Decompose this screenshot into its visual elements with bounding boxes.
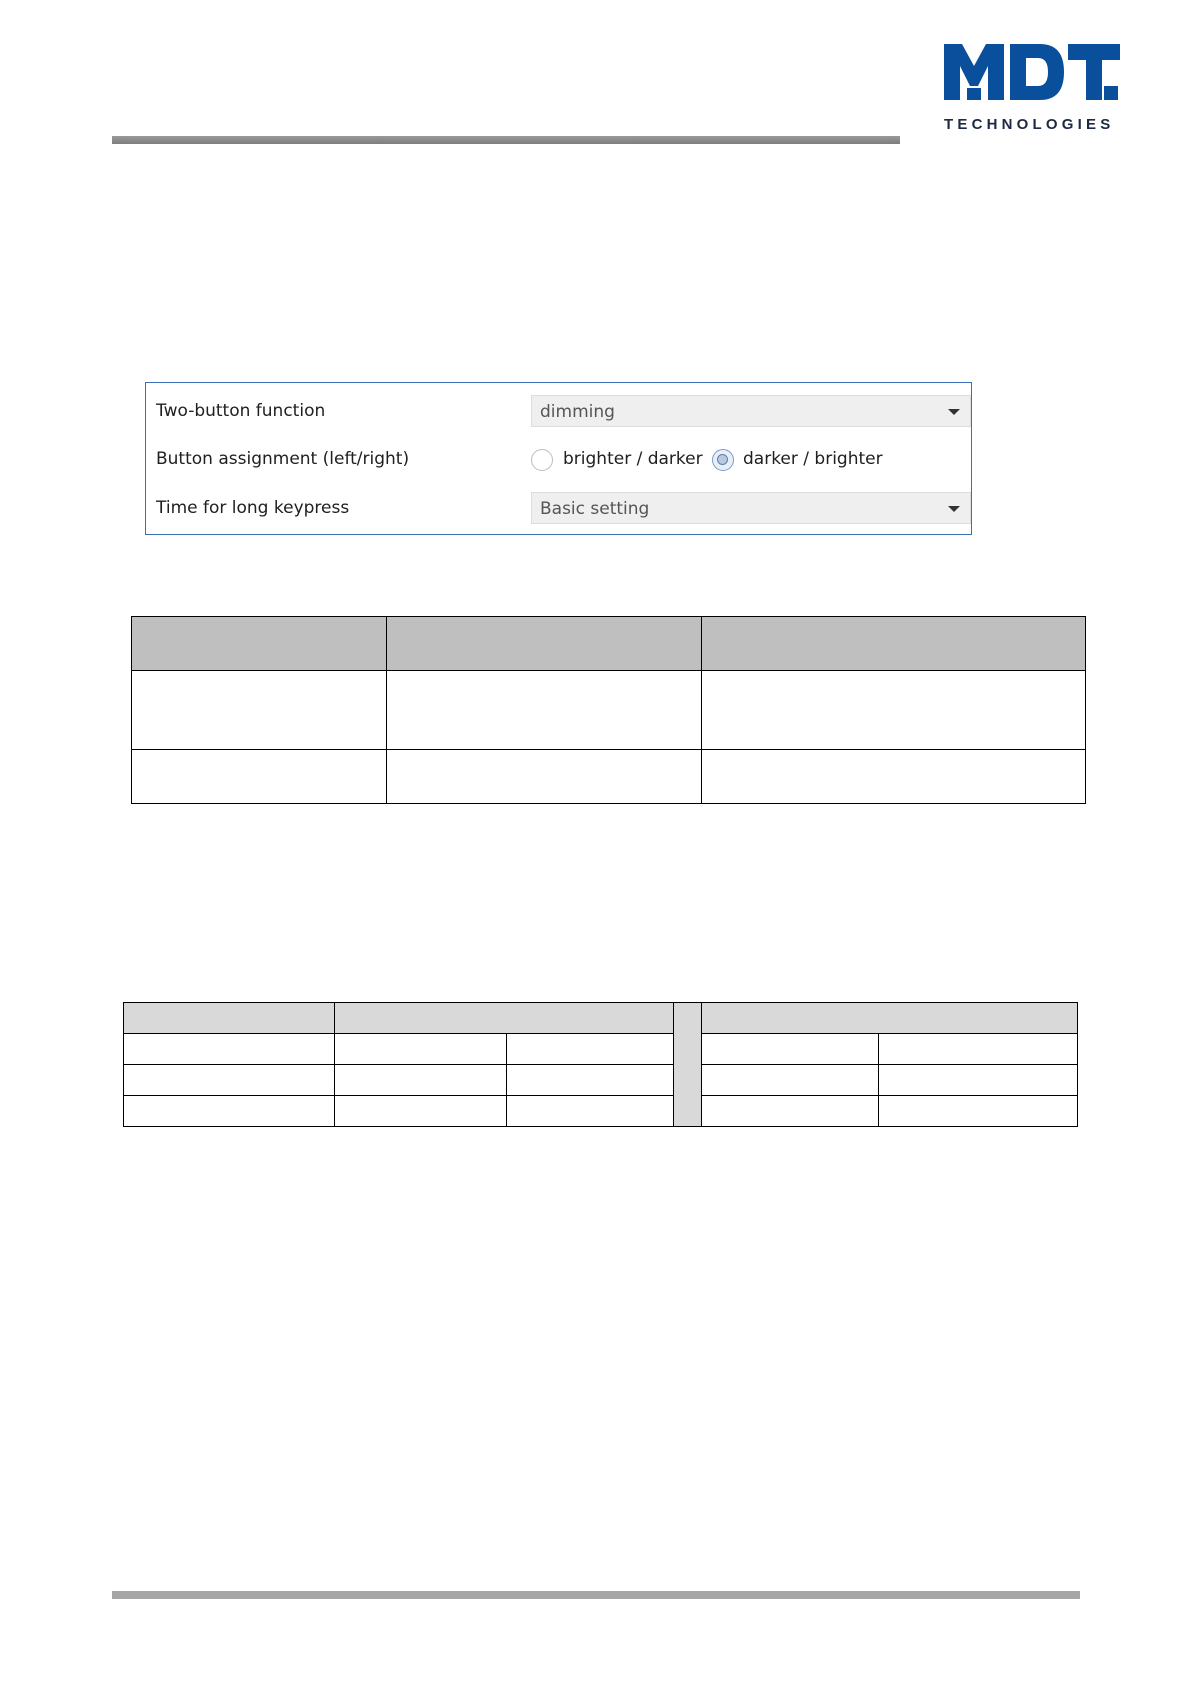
param-row-long-keypress <box>156 492 961 526</box>
chevron-down-icon <box>948 409 960 415</box>
table-row <box>132 750 1086 804</box>
table-row <box>124 1034 1078 1065</box>
two-button-function-dropdown[interactable] <box>531 395 971 427</box>
table-row <box>132 671 1086 750</box>
radio-label[interactable]: brighter / darker <box>563 449 703 469</box>
table-cell <box>702 750 1086 804</box>
radio-brighter-darker[interactable] <box>531 449 553 471</box>
table-cell <box>702 1034 879 1065</box>
table-cell <box>879 1034 1078 1065</box>
table-row <box>124 1065 1078 1096</box>
footer-rule <box>112 1591 1080 1599</box>
radio-darker-brighter[interactable] <box>712 449 734 471</box>
table-cell <box>507 1034 674 1065</box>
table-cell <box>124 1096 335 1127</box>
table-cell <box>335 1096 507 1127</box>
param-label: Two-button function <box>156 401 326 421</box>
table-cell <box>335 1065 507 1096</box>
object-table <box>123 1002 1078 1127</box>
table-cell <box>124 1065 335 1096</box>
table-header-cell <box>124 1003 335 1034</box>
table-cell <box>132 671 387 750</box>
radio-label[interactable]: darker / brighter <box>743 449 883 469</box>
param-row-button-assignment <box>156 443 961 477</box>
table-cell <box>702 1096 879 1127</box>
table-cell <box>507 1065 674 1096</box>
table-header-cell <box>335 1003 674 1034</box>
table-header-cell <box>132 617 387 671</box>
dropdown-value: dimming <box>540 402 615 422</box>
table-separator <box>674 1003 702 1127</box>
table-header-row <box>124 1003 1078 1034</box>
table-cell <box>387 750 702 804</box>
header-rule <box>112 136 900 144</box>
table-cell <box>879 1096 1078 1127</box>
table-cell <box>879 1065 1078 1096</box>
logo-tagline: TECHNOLOGIES <box>944 116 1115 133</box>
param-label: Button assignment (left/right) <box>156 449 410 469</box>
table-row <box>124 1096 1078 1127</box>
table-cell <box>507 1096 674 1127</box>
table-cell <box>335 1034 507 1065</box>
long-keypress-dropdown[interactable] <box>531 492 971 524</box>
chevron-down-icon <box>948 506 960 512</box>
table-header-cell <box>702 617 1086 671</box>
table-header-cell <box>702 1003 1078 1034</box>
param-row-two-button-function <box>156 395 961 429</box>
table-cell <box>387 671 702 750</box>
button-assignment-radio-group <box>531 443 971 477</box>
dropdown-value: Basic setting <box>540 499 650 519</box>
parameter-table <box>131 616 1086 804</box>
table-header-cell <box>387 617 702 671</box>
table-cell <box>702 671 1086 750</box>
table-cell <box>124 1034 335 1065</box>
table-header-row <box>132 617 1086 671</box>
table-cell <box>132 750 387 804</box>
table-cell <box>702 1065 879 1096</box>
parameter-panel <box>145 382 972 535</box>
param-label: Time for long keypress <box>156 498 350 518</box>
